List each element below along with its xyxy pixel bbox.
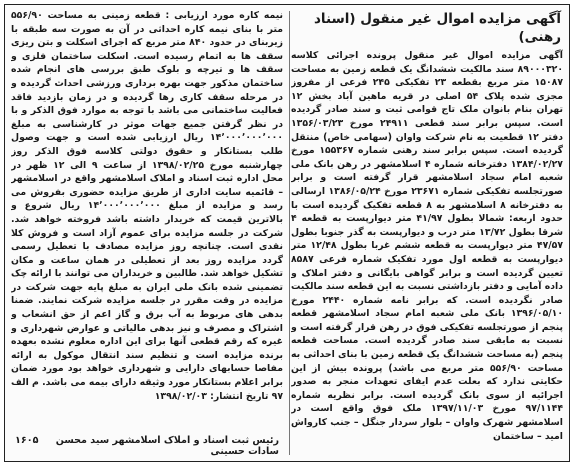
notice-signature: رئیس ثبت اسناد و املاک اسلامشهر سید محسن سادات حسینی xyxy=(55,435,279,457)
notice-right-column xyxy=(291,9,563,443)
notice-footer xyxy=(15,435,279,457)
notice-left-column xyxy=(11,9,283,403)
notice-title: آگهی مزایده اموال غیر منقول (اسناد رهنی) xyxy=(313,11,561,45)
column-divider xyxy=(289,11,290,455)
notice-body-part-2: نیمه کاره مورد ارزیابی : قطعه زمینی به مساحت ۵۵۶/۹۰ متر با بنای نیمه کاره احداثی در آن به صورت سه طبقه با زیربنای در حدود ۸۴۰ متر مربع که اجرای اسکلت و بتن ریزی سقف ها به اتمام رسیده است. اسکلت ساختمان فلزی و سقف ها و تیرچه و بلوک طبق بررسی های انجام شده ساختمان مذکور جهت بهره برداری ورزشی احداث گردیده و در مرحله سقف کاری رها گردیده و در زمان بازدید فاقد فعالیت ساختمانی می باشد با توجه به موارد فوق الذکر و با در نظر گرفتن جمیع جهات موثر در کارشناسی به مبلغ ۱۴٬۰۰۰٬۰۰۰٬۰۰۰ ریال ارزیابی شده است و جهت وصول طلب بستانکار و حقوق دولتی کلاسه فوق الذکر روز چهارشنبه مورخ ۱۳۹۸/۰۲/۲۵ از ساعت ۹ الی ۱۲ ظهر در محل اداره ثبت اسناد و املاک اسلامشهر واقع در اسلامشهر – قائمیه سایت اداری از طریق مزایده حضوری بفروش می رسد و مزایده از مبلغ ۱۴٬۰۰۰٬۰۰۰٬۰۰۰ ریال شروع و بالاترین قیمت که خریدار داشته باشد فروخته خواهد شد. شرکت در جلسه مزایده برای عموم آزاد است و فروش کلا نقدی است. چنانچه روز مزایده مصادف با تعطیل رسمی گردد مزایده روز بعد از تعطیلی در همان ساعت و مکان تشکیل خواهد شد. طالبین و خریداران می توانند با ارائه چک تضمینی شده بانک ملی ایران به مبلغ پایه جهت شرکت در مزایده در وقت مقرر در جلسه مزایده شرکت نمایند. ضمنا بدهی های مربوط به آب برق و گاز اعم از حق انشعاب و اشتراک و مصرف و نیز بدهی مالیاتی و عوارض شهرداری و غیره که رقم قطعی آنها برای این اداره معلوم نشده بعهده برنده مزایده است و تنظیم سند انتقال موکول به ارائه مفاصا حسابهای دارایی و شهرداری خواهد بود مورد ضمان برابر اعلام بستانکار مورد وثیقه دارای بیمه می باشد. م الف ۹۷ تاریخ انتشار: ۱۳۹۸/۰۲/۰۳ xyxy=(11,10,283,402)
auction-notice xyxy=(4,4,570,462)
notice-code: ۱۶۰۵ xyxy=(15,435,39,446)
notice-body-part-1: آگهی مزایده اموال غیر منقول پرونده اجرائی کلاسه ۸۹۰۰۰۳۲۰ سند مالکیت ششدانگ یک قطعه زمین به مساحت ۱۵۰۸۷ متر مربع بقطعه ۲۳ تفکیکی ۲۴۵ فرعی از مفروز مجزی شده پلاک ۵۴ اصلی در قریه ماهین آباد بخش ۱۲ تهران بنام بانوان ملک تاج قوامی ثبت و سند صادر گردیده است. سپس برابر سند قطعی ۲۴۹۱۱ مورخ ۱۳۵۶/۰۳/۲۳ دفتر ۱۲ قطعیت به نام شرکت واوان (سهامی خاص) منتقل گردیده است. سپس برابر سند رهنی شماره ۱۵۵۳۶۷ مورخ ۱۳۸۴/۰۲/۲۷ دفترخانه شماره ۴ اسلامشهر در رهن بانک ملی شعبه امام سجاد اسلامشهر قرار گرفته است و برابر صورتجلسه تفکیکی شماره ۲۳۶۷۱ مورخ ۱۳۸۶/۰۵/۲۴ ارسالی به دفترخانه ۸ اسلامشهر به ۸ قطعه تفکیک گردیده است با حدود اربعه: شمالا بطول ۴۱/۹۷ متر دیوارپست به قطعه ۴ شرقا بطول ۱۳/۷۲ متر درب و دیوارپست به گذر جنوبا بطول ۴۷/۵۷ متر دیوارپست به قطعه ششم غربا بطول ۱۲/۴۸ متر دیوارپست به قطعه اول مورد تفکیک شماره فرعی ۸۵۸۷ تعیین گردیده است و برابر گواهی بایگانی و دفتر املاک و داده آمایی و دفتر بازداشتی نسبت به این قطعه سند مالکیت صادر نگردیده است. که برابر نامه شماره ۲۴۴۰ مورخ ۱۳۹۶/۰۵/۱۰ بانک ملی شعبه امام سجاد اسلامشهر قطعه پنجم از صورتجلسه تفکیکی فوق در رهن قرار گرفته است و نسبت به مابقی سند صادر گردیده است. مساحت قطعه پنجم (به مساحت ششدانگ یک قطعه زمین با بنای احداثی به مساحت ۵۵۶/۹۰ متر مربع می باشد) پرونده بیش از این حکایتی ندارد که بعلت عدم ایفای تعهدات منجر به صدور اجرائیه از سوی بانک گردیده است. برابر نظریه شماره ۹۷/۱۱۴۴ مورخ ۱۳۹۷/۱۱/۰۳ ملک فوق واقع است در اسلامشهر شهرک واوان – بلوار سردار جنگل – جنب کارواش امید – ساختمان xyxy=(291,50,563,442)
